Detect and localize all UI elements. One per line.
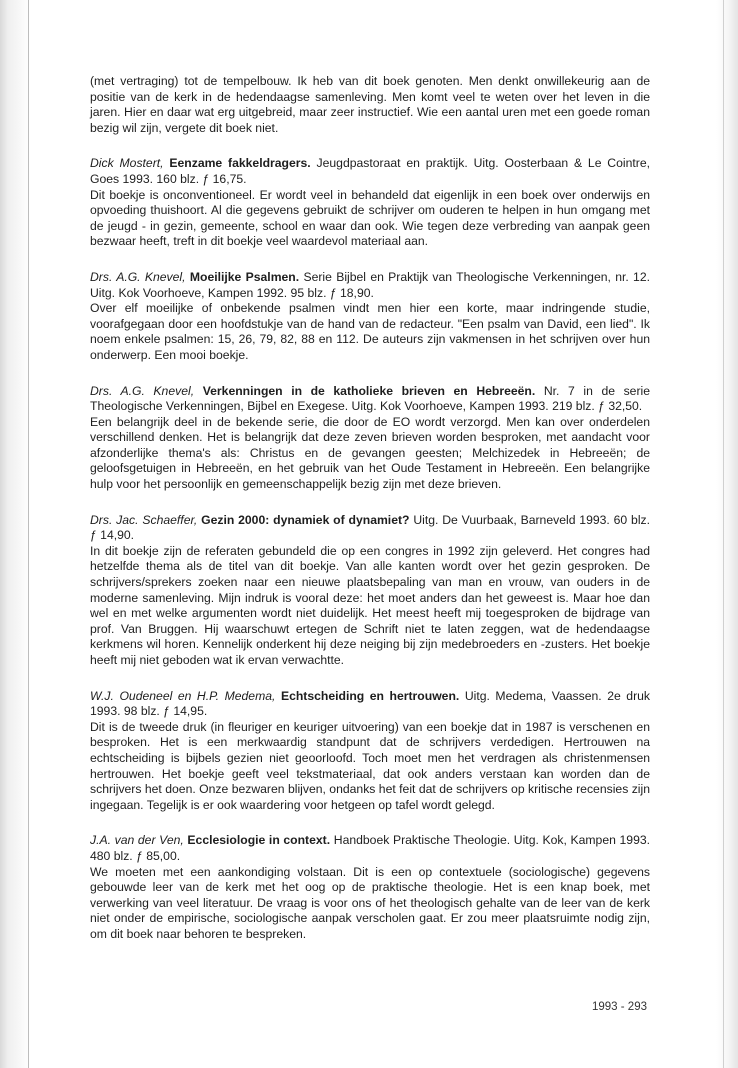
review-citation — [90, 270, 650, 301]
review-author: Drs. A.G. Knevel, — [90, 269, 186, 284]
review-1 — [90, 156, 650, 250]
review-4 — [90, 513, 650, 669]
review-details: Nr. 7 in de serie Theologische Verkenningen, Bijbel en Exegese. Uitg. Kok Voorhoeve, Kampen 1993. 219 blz. ƒ 32,50. — [90, 383, 651, 414]
page-content — [90, 74, 650, 943]
review-author: W.J. Oudeneel en H.P. Medema, — [90, 688, 276, 703]
review-citation — [90, 689, 650, 720]
review-citation — [90, 513, 650, 544]
review-title: Moeilijke Psalmen. — [189, 269, 300, 284]
page-number: 1993 - 293 — [592, 1001, 647, 1013]
page-binding-edge — [0, 0, 30, 1068]
review-details: Uitg. Medema, Vaassen. 2e druk 1993. 98 blz. ƒ 14,95. — [90, 688, 651, 719]
review-author: J.A. van der Ven, — [90, 833, 184, 848]
review-body: Dit is de tweede druk (in fleuriger en keuriger uitvoering) van een boekje dat in 1987 is verschenen en besproken. Het is een merkwaardig standpunt dat de schrijvers verdedigen. Hertrouwen na echtscheiding is bijbels gezien niet geoorloofd. Toch moet men het verdragen als christenmensen hertrouwen. Het boekje geeft veel tekstmateriaal, dat ook anders verstaan kan worden dan de schrijvers het doen. Onze bezwaren blijven, ondanks het feit dat de schrijvers op kritische recensies zijn ingegaan. Tegelijk is er ook waardering voor hetgeen op tafel wordt gelegd. — [90, 719, 650, 812]
review-citation — [90, 156, 650, 187]
review-details: Handboek Praktische Theologie. Uitg. Kok, Kampen 1993. 480 blz. ƒ 85,00. — [90, 833, 651, 863]
intro-paragraph: (met vertraging) tot de tempelbouw. Ik heb van dit boek genoten. Men denkt onwillekeurig aan de positie van de kerk in de hedendaagse samenleving. Men komt veel te weten over het leven in die jaren. Hier en daar wat erg uitgebreid, maar zeer instructief. Wie een aantal uren met een goede roman bezig wil zijn, vergete dit boek niet. — [90, 74, 650, 135]
review-details: Uitg. De Vuurbaak, Barneveld 1993. 60 blz. ƒ 14,90. — [90, 512, 651, 543]
review-citation — [90, 833, 650, 864]
review-title: Gezin 2000: dynamiek of dynamiet? — [201, 512, 410, 527]
review-citation — [90, 384, 650, 415]
review-6 — [90, 833, 650, 942]
review-title: Ecclesiologie in context. — [187, 833, 331, 848]
review-details: Serie Bijbel en Praktijk van Theologische Verkenningen, nr. 12. Uitg. Kok Voorhoeve, Kampen 1992. 95 blz. ƒ 18,90. — [90, 269, 650, 300]
review-title: Eenzame fakkeldragers. — [169, 156, 311, 171]
review-author: Drs. Jac. Schaeffer, — [90, 512, 198, 527]
review-title: Verkenningen in de katholieke brieven en Hebreeën. — [202, 383, 536, 398]
review-author: Dick Mostert, — [90, 156, 164, 171]
review-author: Drs. A.G. Knevel, — [90, 383, 195, 398]
review-body: Over elf moeilijke of onbekende psalmen vindt men hier een korte, maar indringende studie, voorafgegaan door een hoofdstukje van de hand van de redacteur. "Een psalm van David, een lied". Ik noem enkele psalmen: 15, 26, 79, 82, 88 en 112. De auteurs zijn vakmensen in het schrijven over hun onderwerp. Een mooi boekje. — [90, 301, 650, 362]
review-body: Een belangrijk deel in de bekende serie, die door de EO wordt verzorgd. Men kan over onderdelen verschillend denken. Het is belangrijk dat deze zeven brieven worden besproken, met aandacht voor afzonderlijke thema's als: Christus en de gevangen geesten; Melchizedek in Hebreeën; de geloofsgetuigen in Hebreeën, en het gebruik van het Oude Testament in Hebreeën. Een belangrijke hulp voor het persoonlijk en gemeenschappelijk bezig zijn met deze brieven. — [90, 414, 650, 492]
review-body: Dit boekje is onconventioneel. Er wordt veel in behandeld dat eigenlijk in een boek over onderwijs en opvoeding thuishoort. Al die gegevens gebruikt de schrijver om ouderen te helpen in hun omgang met de jeugd - in gezin, gemeente, school en waar dan ook. Wie tegen deze verbreding van aanpak geen bezwaar heeft, treft in dit boekje veel waardevol materiaal aan. — [90, 187, 650, 249]
page-outer-edge — [716, 0, 738, 1068]
review-body: In dit boekje zijn de referaten gebundeld die op een congres in 1992 zijn geleverd. Het congres had hetzelfde thema als de titel van dit boekje. Van alle kanten wordt over het gezin gesproken. De schrijvers/sprekers zoeken naar een nieuwe plaatsbepaling van man en vrouw, van ouders in de moderne samenleving. Mijn indruk is vooral deze: het moet anders dan het geweest is. Maar hoe dan wel en met welke argumenten wordt niet duidelijk. Het meest heeft mij toegesproken de bijdrage van prof. Van Bruggen. Hij waarschuwt ertegen de Schrift niet te laten zeggen, wat de hedendaagse kerkmens wil horen. Kennelijk onderkent hij deze neiging bij zijn medebroeders en -zusters. Het boekje heeft mij niet geboden wat ik ervan verwachtte. — [90, 543, 650, 667]
review-body: We moeten met een aankondiging volstaan. Dit is een op contextuele (sociologische) gegevens gebouwde leer van de kerk met het oog op de praktische theologie. Het is een knap boek, met verwerking van veel literatuur. De vraag is voor ons of het theologisch gehalte van de leer van de kerk niet onder de empirische, sociologische aanpak verscholen gaat. Er zou meer plaatsruimte nodig zijn, om dit boek naar behoren te bespreken. — [90, 864, 650, 941]
review-3 — [90, 384, 650, 493]
review-2 — [90, 270, 650, 364]
review-5 — [90, 689, 650, 814]
review-title: Echtscheiding en hertrouwen. — [280, 688, 460, 703]
review-details: Jeugdpastoraat en praktijk. Uitg. Oosterbaan & Le Cointre, Goes 1993. 160 blz. ƒ 16,75. — [90, 156, 650, 186]
